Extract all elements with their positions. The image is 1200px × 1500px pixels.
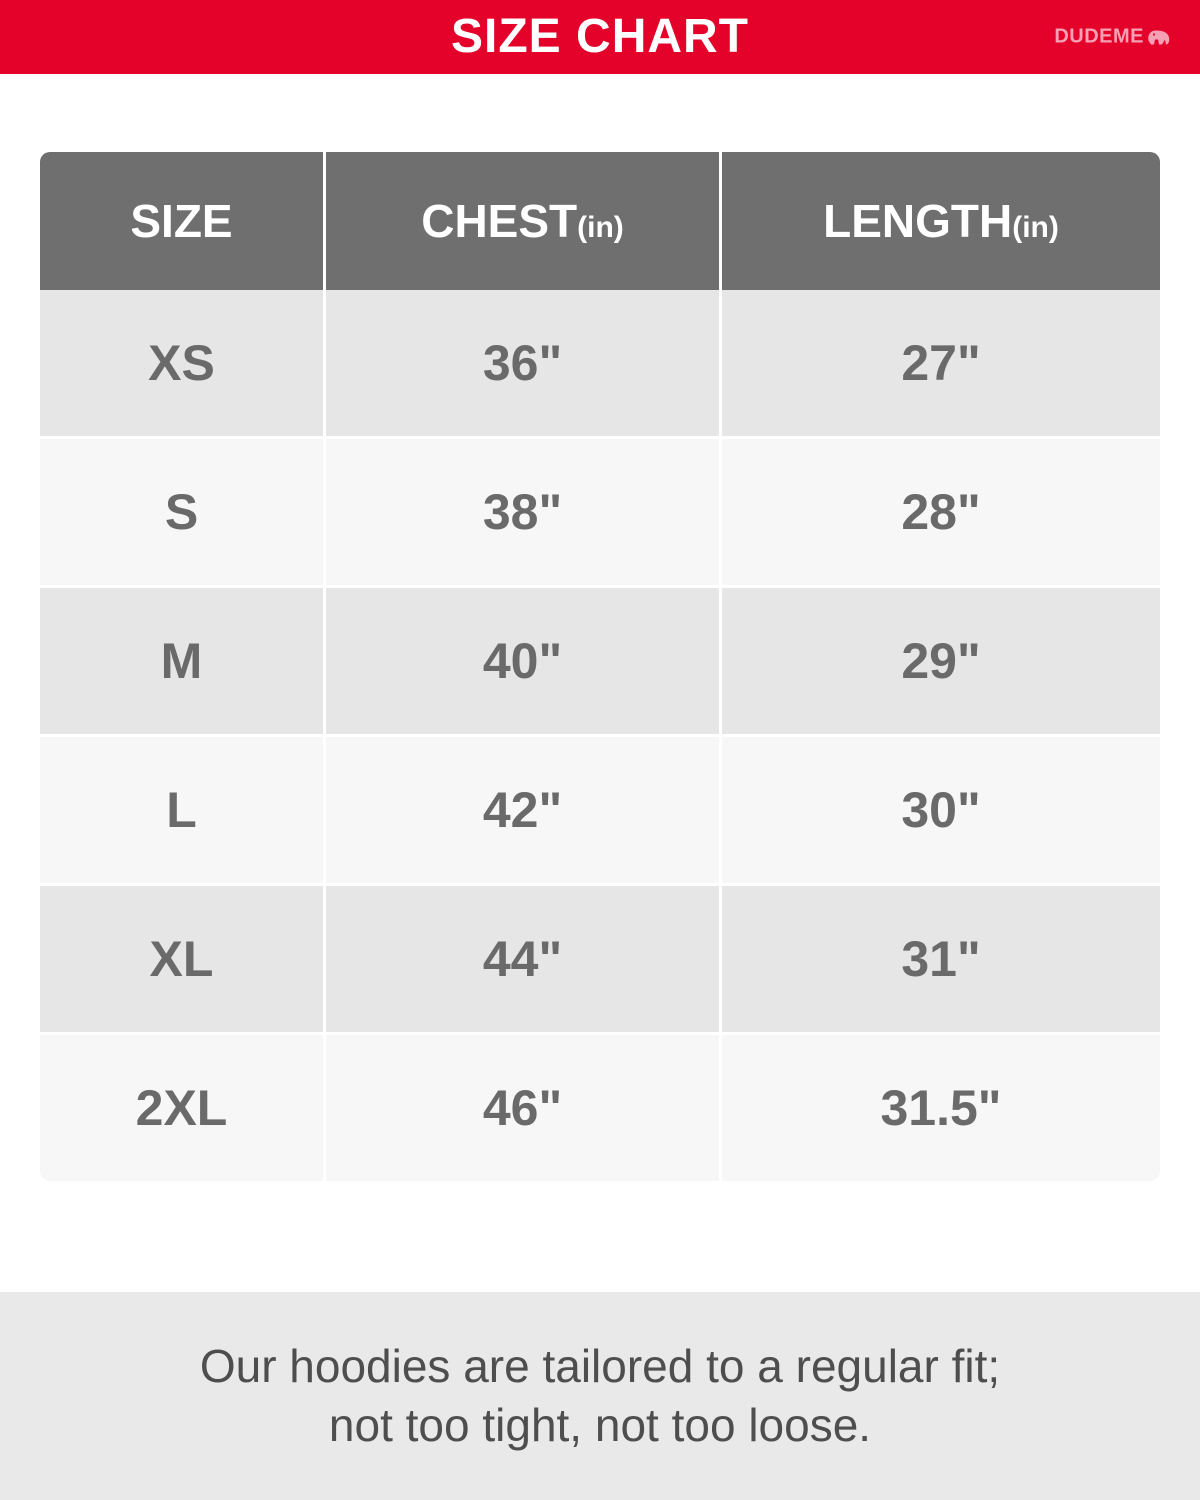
cell-length: 27" (722, 290, 1160, 439)
cell-chest: 42" (326, 737, 722, 886)
brand-name: DUDEME (1054, 25, 1144, 48)
column-header-size (40, 152, 326, 290)
cell-length: 31.5" (722, 1035, 1160, 1181)
cell-size: XS (40, 290, 326, 439)
cell-length: 30" (722, 737, 1160, 886)
table-row (40, 439, 1160, 588)
cell-size: M (40, 588, 326, 737)
table-row (40, 737, 1160, 886)
cell-chest: 44" (326, 886, 722, 1035)
table-row (40, 290, 1160, 439)
cell-size: 2XL (40, 1035, 326, 1181)
column-header-chest-label: CHEST (421, 195, 578, 247)
fit-note (0, 1292, 1200, 1500)
cell-size: S (40, 439, 326, 588)
column-header-length (722, 152, 1160, 290)
fit-note-line-2: not too tight, not too loose. (328, 1399, 872, 1451)
table-row (40, 588, 1160, 737)
fit-note-line-1: Our hoodies are tailored to a regular fit; (199, 1340, 1001, 1393)
column-header-size-label: SIZE (130, 195, 233, 247)
cell-chest: 46" (326, 1035, 722, 1181)
column-header-length-unit: (in) (1012, 211, 1059, 244)
table-row (40, 886, 1160, 1035)
brand-logo (1054, 26, 1172, 49)
cell-chest: 38" (326, 439, 722, 588)
cell-chest: 40" (326, 588, 722, 737)
cell-length: 31" (722, 886, 1160, 1035)
cell-size: L (40, 737, 326, 886)
elephant-icon (1146, 27, 1172, 47)
table-row (40, 1035, 1160, 1181)
table-header (40, 152, 1160, 290)
cell-size: XL (40, 886, 326, 1035)
table-body (40, 290, 1160, 1181)
cell-length: 28" (722, 439, 1160, 588)
cell-chest: 36" (326, 290, 722, 439)
cell-length: 29" (722, 588, 1160, 737)
size-table-container (0, 74, 1200, 1292)
page-title: SIZE CHART (451, 10, 749, 63)
header-bar (0, 0, 1200, 74)
column-header-length-label: LENGTH (823, 195, 1013, 247)
column-header-chest-unit: (in) (577, 211, 624, 244)
column-header-chest (326, 152, 722, 290)
table-header-row (40, 152, 1160, 290)
size-chart-table (40, 152, 1160, 1181)
